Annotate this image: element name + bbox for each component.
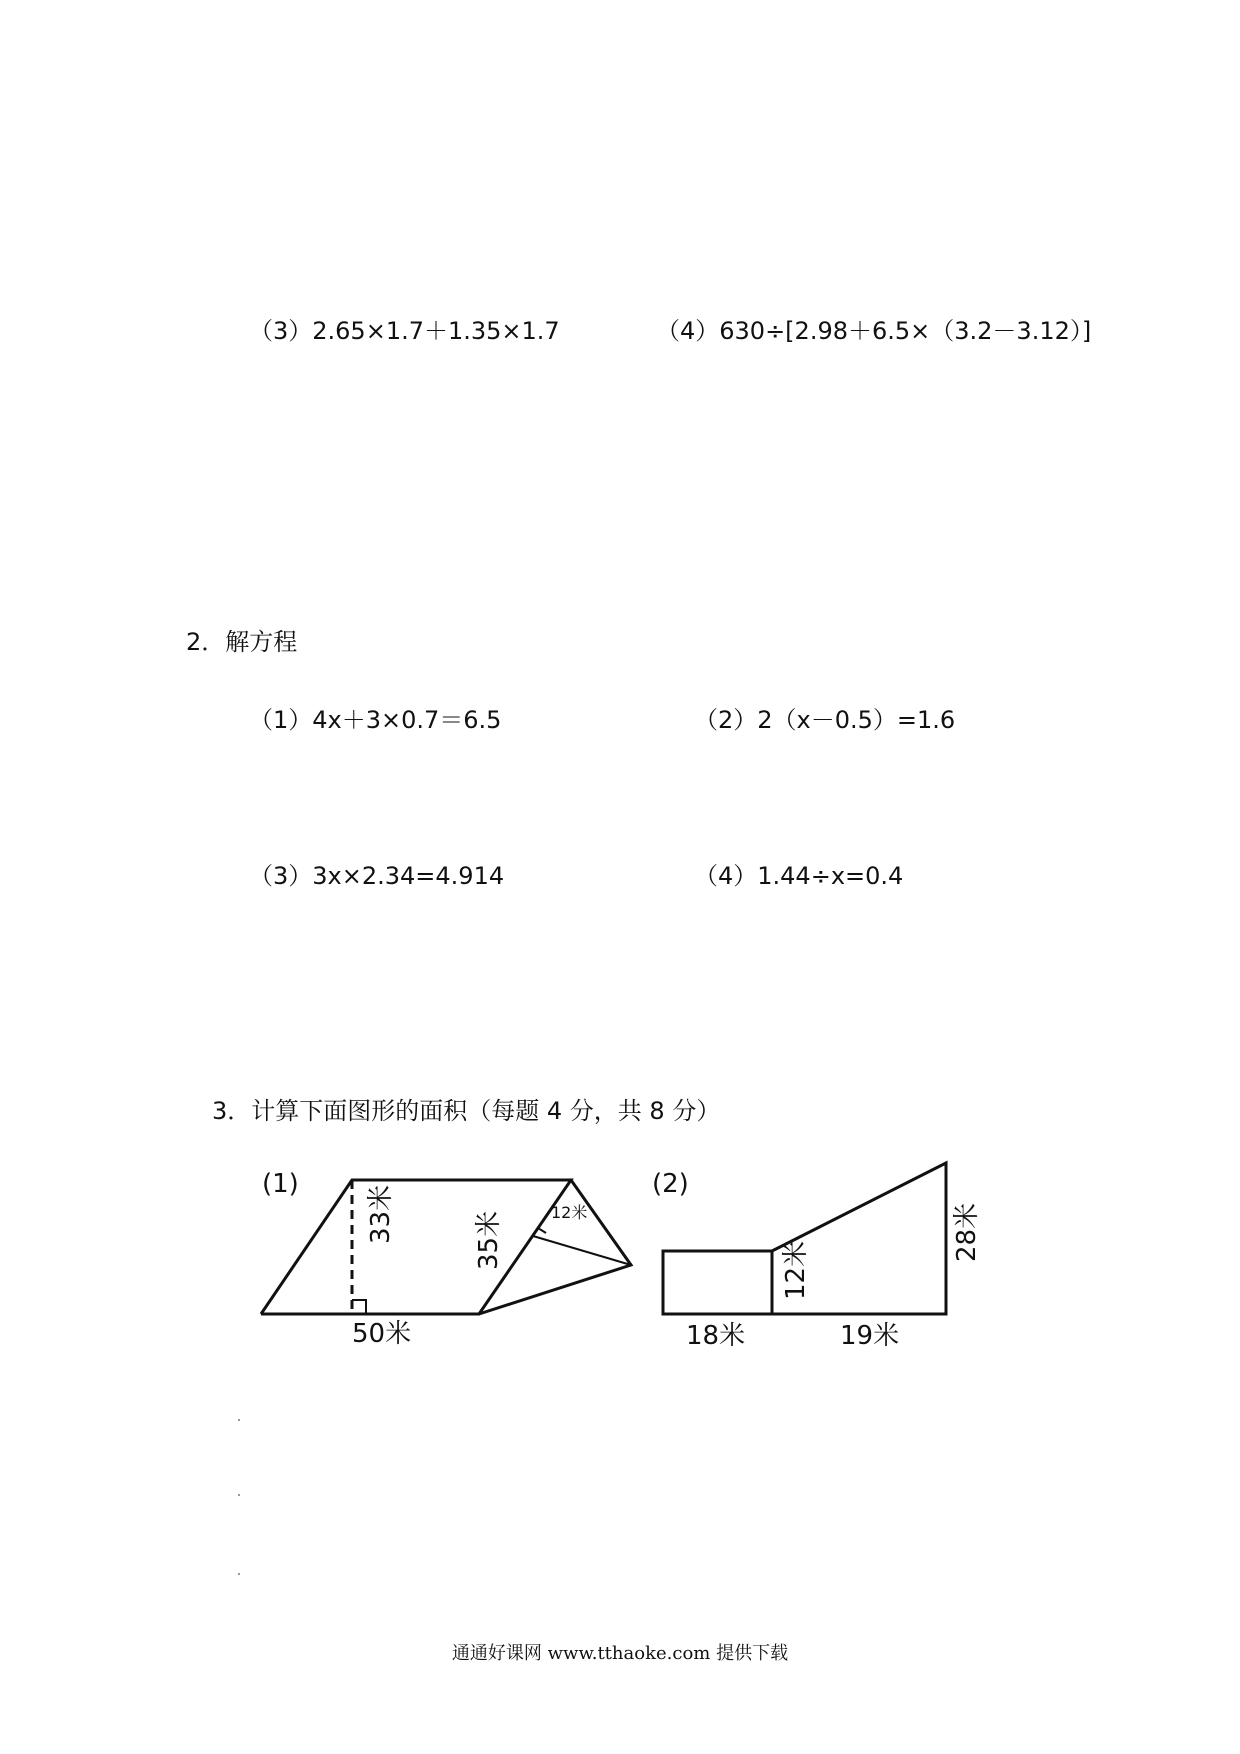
equation-4: （4）1.44÷x=0.4	[694, 862, 904, 890]
scan-mark	[238, 1494, 240, 1496]
figure2-right-label: 28米	[952, 1202, 982, 1262]
scan-mark	[238, 1419, 240, 1421]
figure1-side-label: 35米	[474, 1210, 504, 1270]
scan-mark	[238, 1573, 240, 1575]
figure1-base-label: 50米	[352, 1319, 412, 1349]
figure1-small-label: 12米	[551, 1203, 588, 1222]
equation-3: （3）3x×2.34=4.914	[249, 862, 505, 890]
section-2-heading: 2．解方程	[186, 628, 298, 656]
equation-1: （1）4x＋3×0.7＝6.5	[249, 706, 502, 734]
figure2-rect-width-label: 18米	[686, 1321, 746, 1351]
figure1-right-angle	[352, 1300, 366, 1314]
figure1-height-label: 33米	[366, 1184, 396, 1244]
footer-text: 通通好课网 www.tthaoke.com 提供下载	[451, 1643, 789, 1664]
figure2-label: (2)	[652, 1169, 689, 1199]
figure2-trap-width-label: 19米	[840, 1321, 900, 1351]
figure1-triangle-height	[533, 1236, 631, 1265]
problem-1-3: （3）2.65×1.7＋1.35×1.7	[249, 317, 560, 345]
figure1-trapezoid	[261, 1180, 571, 1314]
equation-2: （2）2（x－0.5）=1.6	[694, 706, 956, 734]
figure1-label: (1)	[262, 1169, 299, 1199]
figure2-height-label: 12米	[781, 1240, 811, 1300]
section-3-heading: 3．计算下面图形的面积（每题 4 分，共 8 分）	[212, 1097, 721, 1125]
figure2-rectangle	[663, 1251, 772, 1314]
problem-1-4: （4）630÷[2.98＋6.5×（3.2－3.12）]	[656, 317, 1092, 345]
